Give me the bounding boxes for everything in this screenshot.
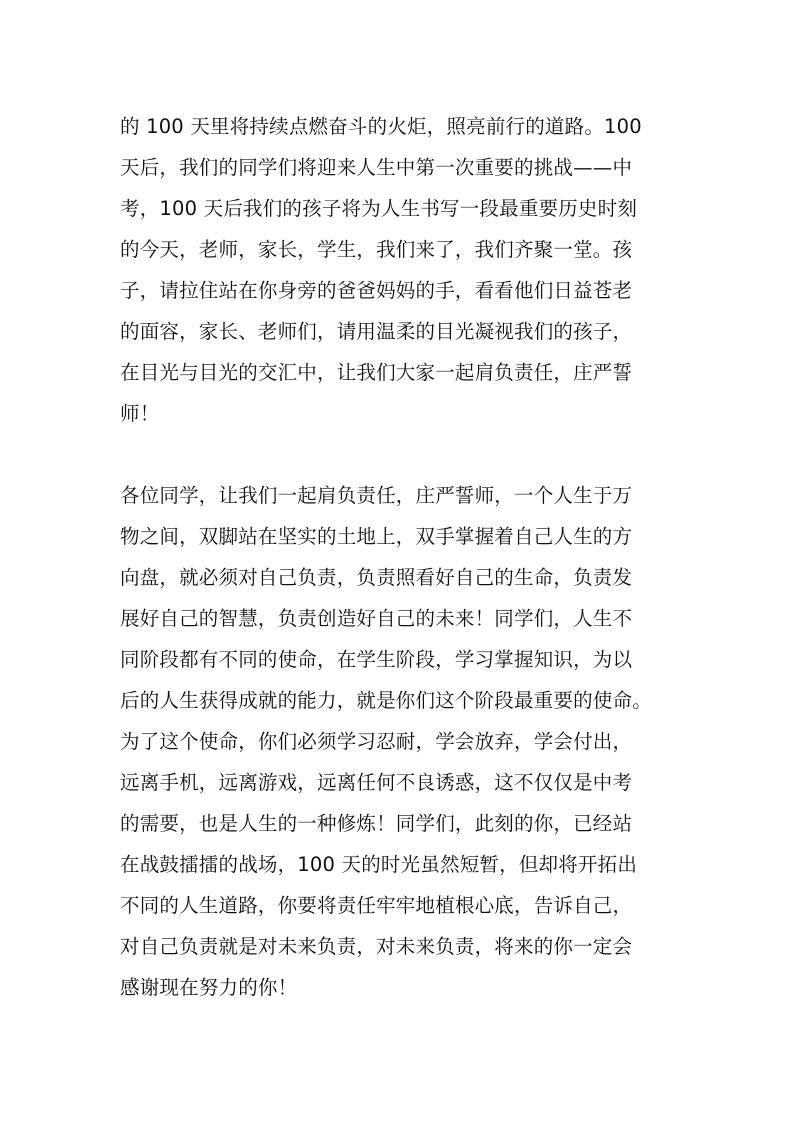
text-line: 对自己负责就是对未来负责，对未来负责，将来的你一定会	[120, 935, 633, 958]
text-line: 的 100 天里将持续点燃奋斗的火炬，照亮前行的道路。100	[120, 115, 642, 138]
text-line: 向盘，就必须对自己负责，负责照看好自己的生命，负责发	[120, 566, 633, 589]
document-body	[120, 106, 695, 1008]
text-line: 在战鼓擂擂的战场，100 天的时光虽然短暂，但却将开拓出	[120, 853, 638, 876]
text-line: 子，请拉住站在你身旁的爸爸妈妈的手，看看他们日益苍老	[120, 279, 633, 302]
text-line: 物之间，双脚站在坚实的土地上，双手掌握着自己人生的方	[120, 525, 633, 548]
text-line: 的需要，也是人生的一种修炼！同学们，此刻的你，已经站	[120, 812, 633, 835]
text-line: 感谢现在努力的你！	[120, 976, 298, 999]
text-line: 远离手机，远离游戏，远离任何不良诱惑，这不仅仅是中考	[120, 771, 633, 794]
text-line: 同阶段都有不同的使命，在学生阶段，学习掌握知识，为以	[120, 648, 633, 671]
text-line: 展好自己的智慧，负责创造好自己的未来！同学们，人生不	[120, 607, 633, 630]
paragraph	[120, 106, 695, 434]
paragraph	[120, 475, 695, 1008]
text-line: 考，100 天后我们的孩子将为人生书写一段最重要历史时刻	[120, 197, 638, 220]
text-line: 的今天，老师，家长，学生，我们来了，我们齐聚一堂。孩	[120, 238, 633, 261]
text-line: 师！	[120, 402, 160, 425]
text-line: 天后，我们的同学们将迎来人生中第一次重要的挑战——中	[120, 156, 633, 179]
paragraph-gap	[120, 434, 695, 475]
text-line: 在目光与目光的交汇中，让我们大家一起肩负责任，庄严誓	[120, 361, 633, 384]
text-line: 不同的人生道路，你要将责任牢牢地植根心底，告诉自己，	[120, 894, 633, 917]
text-line: 为了这个使命，你们必须学习忍耐，学会放弃，学会付出，	[120, 730, 633, 753]
text-line: 后的人生获得成就的能力，就是你们这个阶段最重要的使命。	[120, 689, 652, 712]
text-line: 的面容，家长、老师们，请用温柔的目光凝视我们的孩子，	[120, 320, 633, 343]
text-line: 各位同学，让我们一起肩负责任，庄严誓师，一个人生于万	[120, 484, 633, 507]
